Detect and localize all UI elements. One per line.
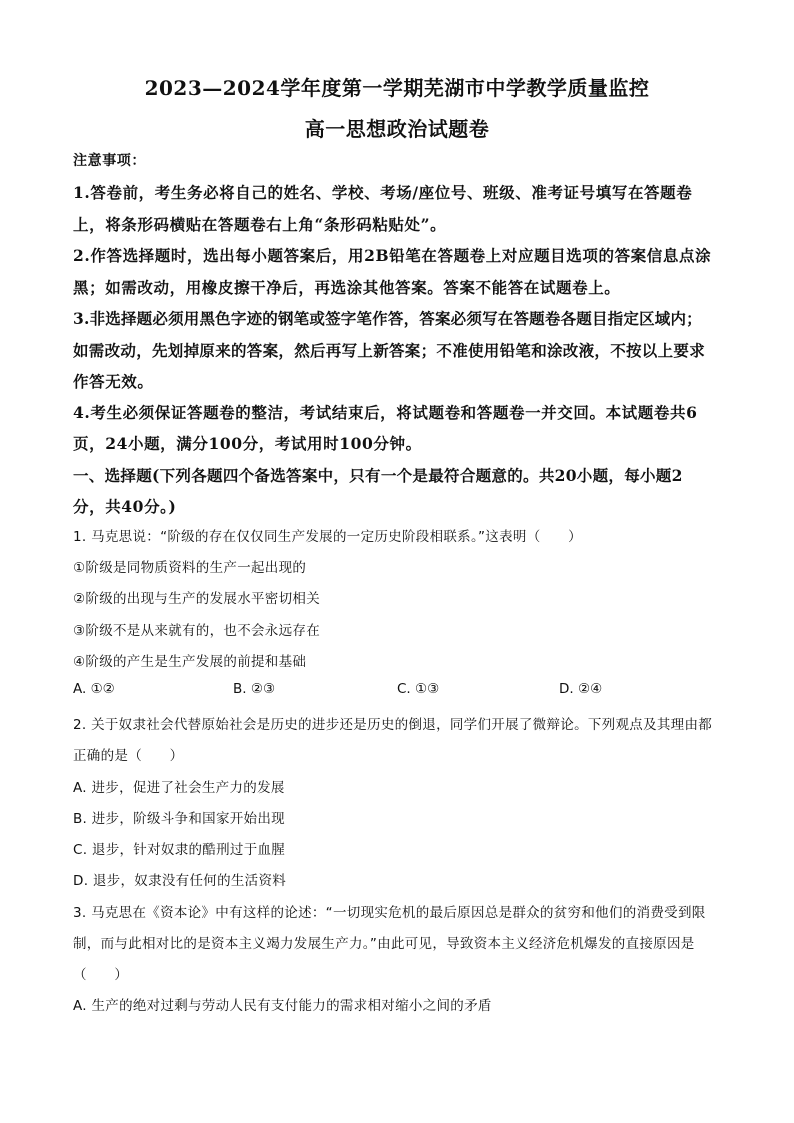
question-3-stem-cont: （ ） — [73, 967, 129, 983]
q1-option-a: A. ①② — [73, 681, 115, 697]
q1-statement: ②阶级的出现与生产的发展水平密切相关 — [73, 591, 321, 607]
q1-statement: ④阶级的产生是生产发展的前提和基础 — [73, 654, 307, 670]
q1-option-b: B. ②③ — [233, 681, 276, 697]
exam-title: 2023—2024学年度第一学期芜湖市中学教学质量监控 — [144, 76, 650, 100]
question-3-stem: 3. 马克思在《资本论》中有这样的论述：“一切现实危机的最后原因总是群众的贫穷和他们的消费受到限 — [73, 905, 706, 921]
question-3-stem-cont: 制，而与此相对比的是资本主义竭力发展生产力。”由此可见，导致资本主义经济危机爆发的直接原因是 — [73, 936, 695, 952]
section-heading: 一、选择题(下列各题四个备选答案中，只有一个是最符合题意的。共20小题，每小题2 — [73, 466, 683, 485]
q1-option-c: C. ①③ — [397, 681, 440, 697]
question-1-stem: 1. 马克思说：“阶级的存在仅仅同生产发展的一定历史阶段相联系。”这表明（ ） — [73, 529, 582, 545]
section-heading-cont: 分，共40分。) — [73, 497, 177, 516]
notice-heading: 注意事项： — [73, 153, 146, 169]
notice-line: 上，将条形码横贴在答题卷右上角“条形码粘贴处”。 — [73, 215, 447, 234]
notice-line: 2.作答选择题时，选出每小题答案后，用2B铅笔在答题卷上对应题目选项的答案信息点涂 — [73, 246, 712, 265]
q2-option: B. 进步，阶级斗争和国家开始出现 — [73, 811, 285, 827]
q2-option: C. 退步，针对奴隶的酷刑过于血腥 — [73, 842, 286, 858]
q2-option: A. 进步，促进了社会生产力的发展 — [73, 780, 285, 796]
q2-option: D. 退步，奴隶没有任何的生活资料 — [73, 873, 287, 889]
notice-line: 黑；如需改动，用橡皮擦干净后，再选涂其他答案。答案不能答在试题卷上。 — [73, 278, 621, 297]
q1-options — [73, 681, 733, 701]
notice-line: 如需改动，先划掉原来的答案，然后再写上新答案；不准使用铅笔和涂改液，不按以上要求 — [73, 341, 706, 360]
question-2-stem-cont: 正确的是（ ） — [73, 748, 184, 764]
notice-line: 作答无效。 — [73, 372, 154, 391]
question-2-stem: 2. 关于奴隶社会代替原始社会是历史的进步还是历史的倒退，同学们开展了微辩论。下列观点及其理由都 — [73, 717, 713, 733]
notice-line: 4.考生必须保证答题卷的整洁，考试结束后，将试题卷和答题卷一并交回。本试题卷共6 — [73, 403, 698, 422]
q3-option-a: A. 生产的绝对过剩与劳动人民有支付能力的需求相对缩小之间的矛盾 — [73, 998, 492, 1014]
notice-line: 1.答卷前，考生务必将自己的姓名、学校、考场/座位号、班级、准考证号填写在答题卷 — [73, 183, 693, 202]
q1-statement: ③阶级不是从来就有的，也不会永远存在 — [73, 623, 321, 639]
exam-subtitle: 高一思想政治试题卷 — [304, 117, 490, 141]
q1-option-d: D. ②④ — [559, 681, 603, 697]
notice-line: 页，24小题，满分100分，考试用时100分钟。 — [73, 434, 422, 453]
q1-statement: ①阶级是同物质资料的生产一起出现的 — [73, 560, 307, 576]
notice-line: 3.非选择题必须用黑色字迹的钢笔或签字笔作答，答案必须写在答题卷各题目指定区域内； — [73, 309, 702, 328]
